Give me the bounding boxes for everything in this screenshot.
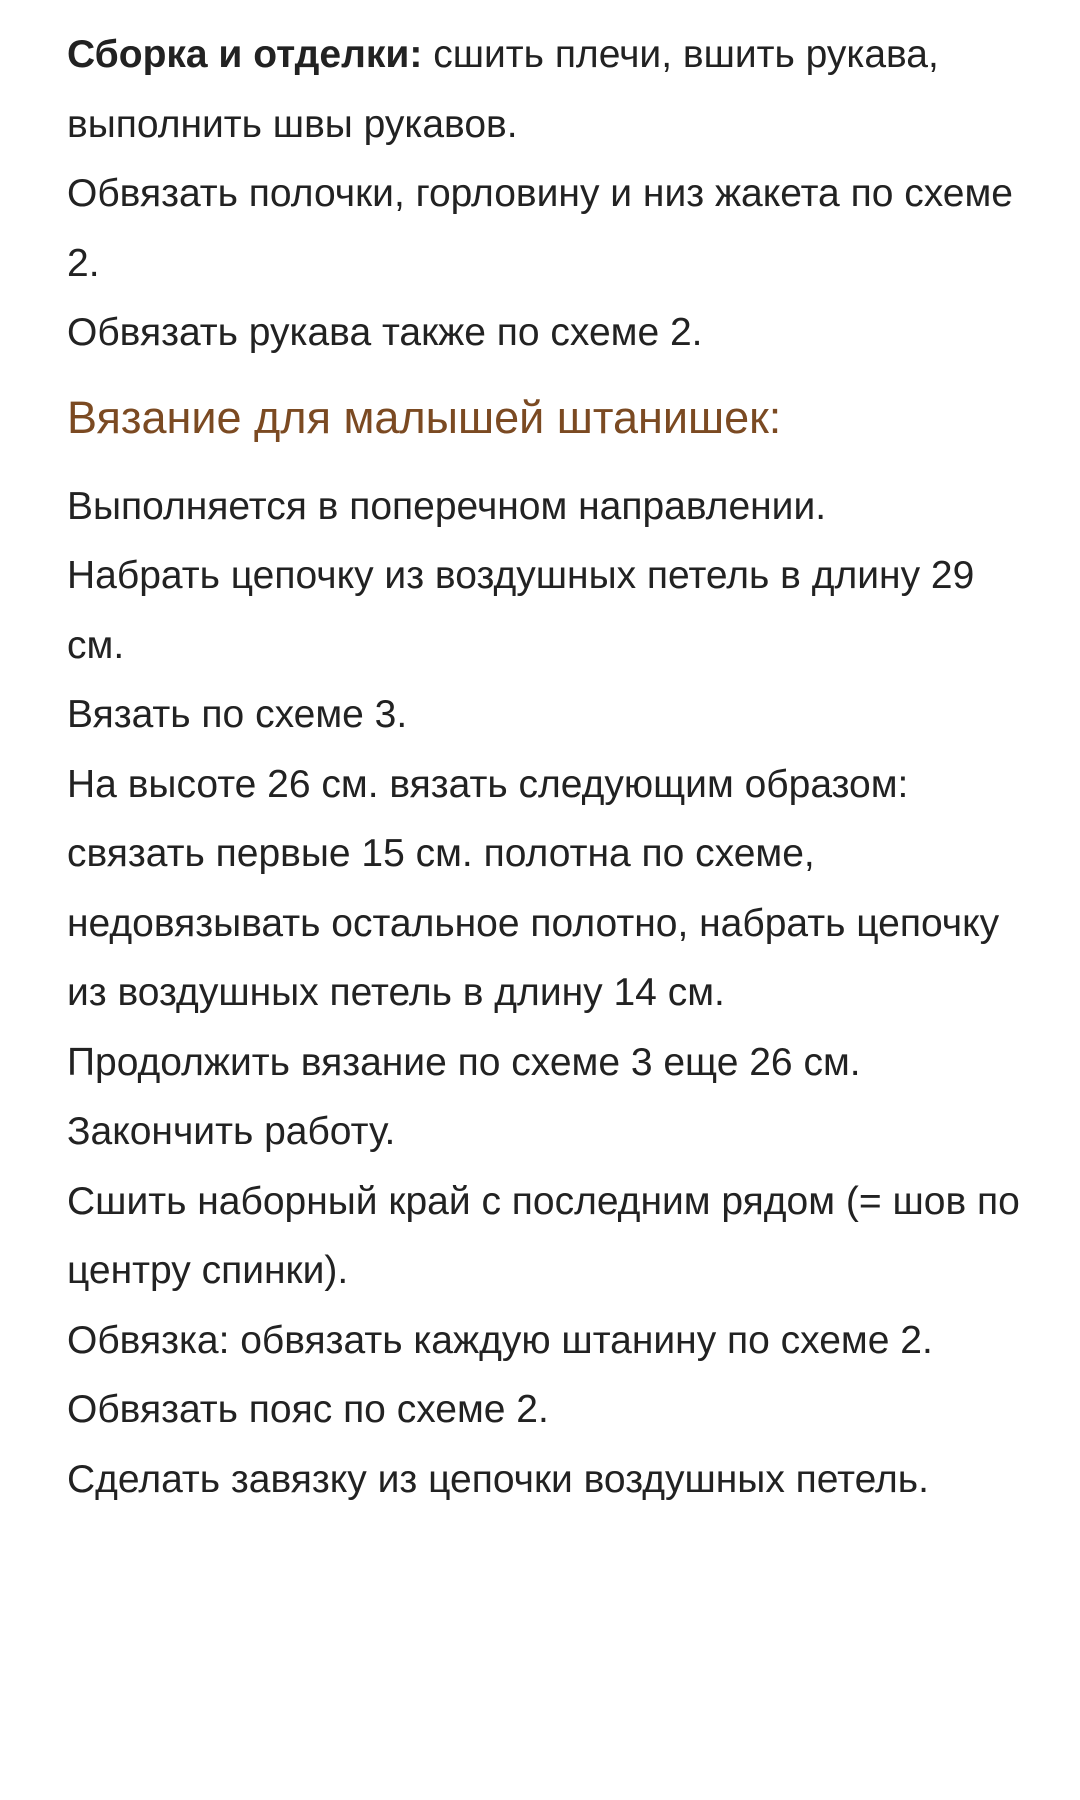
instructions-block (67, 472, 1027, 1515)
instruction-line: Сделать завязку из цепочки воздушных петель. (67, 1457, 929, 1501)
instruction-line: Вязать по схеме 3. (67, 693, 408, 736)
assembly-line-3: Обвязать рукава также по схеме 2. (67, 311, 703, 354)
instruction-line: Выполняется в поперечном направлении. (67, 484, 827, 528)
instruction-line: Продолжить вязание по схеме 3 еще 26 см. (67, 1040, 861, 1084)
assembly-text: сшить плечи, вшить рукава, выполнить швы рукавов. (67, 33, 939, 146)
instruction-line: Обвязка: обвязать каждую штанину по схеме 2. (67, 1318, 933, 1362)
assembly-label: Сборка и отделки: (67, 33, 423, 76)
assembly-paragraph (67, 20, 1027, 159)
article-content (67, 20, 1027, 1514)
section-heading: Вязание для малышей штанишек: (67, 391, 782, 443)
instruction-line: Закончить работу. (67, 1110, 396, 1153)
assembly-line-2: Обвязать полочки, горловину и низ жакета по схеме 2. (67, 172, 1013, 285)
instruction-line: Набрать цепочку из воздушных петель в длину 29 см. (67, 554, 975, 667)
instruction-line: На высоте 26 см. вязать следующим образом: связать первые 15 см. полотна по схеме, недовязывать остальное полотно, набрать цепочку из воздушных петель в длину 14 см. (67, 762, 1000, 1014)
instruction-line: Сшить наборный край с последним рядом (= шов по центру спинки). (67, 1179, 1020, 1292)
instruction-line: Обвязать пояс по схеме 2. (67, 1388, 549, 1431)
